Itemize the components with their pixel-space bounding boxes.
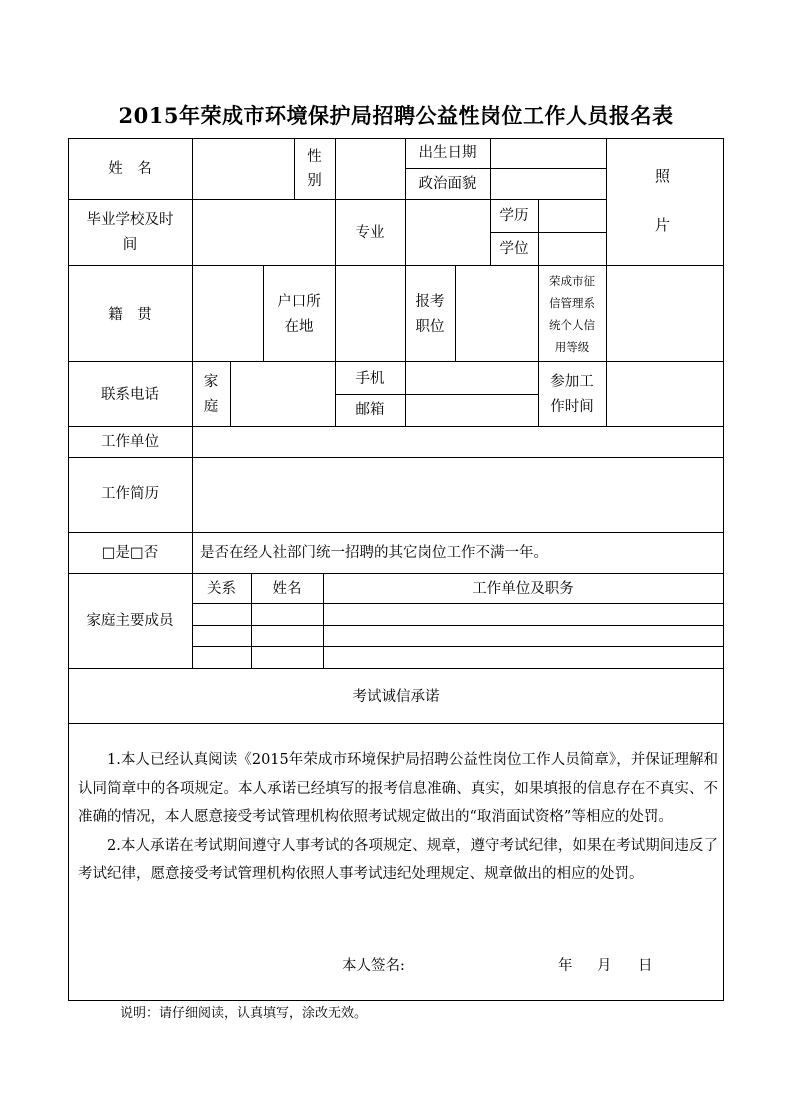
label-position-2: 职位 xyxy=(415,319,445,335)
col-member-job: 工作单位及职务 xyxy=(472,581,574,597)
signature-label: 本人签名: xyxy=(342,958,405,974)
label-credit-1: 荣成市征 xyxy=(549,274,595,288)
form-title: 2015年荣成市环境保护局招聘公益性岗位工作人员报名表 xyxy=(118,103,674,128)
footer-note: 说明：请仔细阅读，认真填写，涂改无效。 xyxy=(120,1006,368,1021)
label-email: 邮箱 xyxy=(355,402,385,418)
label-employer: 工作单位 xyxy=(101,434,159,450)
label-work-time-2: 作时间 xyxy=(550,399,594,415)
col-relation: 关系 xyxy=(207,581,236,597)
label-major: 专业 xyxy=(355,225,385,241)
label-credit-2: 信管理系 xyxy=(549,296,595,310)
label-hukou-1: 户口所 xyxy=(277,294,321,310)
pledge-body xyxy=(78,746,718,889)
yes-no-checkboxes[interactable]: □是□否 xyxy=(101,545,159,561)
pledge-title: 考试诚信承诺 xyxy=(352,689,440,705)
label-gender-2: 别 xyxy=(307,173,322,189)
label-home-2: 庭 xyxy=(203,399,219,415)
label-hukou-2: 在地 xyxy=(284,319,314,335)
label-political: 政治面貌 xyxy=(418,176,477,192)
photo-placeholder: 照片 xyxy=(653,168,671,266)
label-school-1: 毕业学校及时 xyxy=(86,212,174,228)
col-member-name: 姓名 xyxy=(272,581,302,597)
label-position-1: 报考 xyxy=(415,294,445,310)
label-native: 籍 贯 xyxy=(108,307,152,323)
label-birth-date: 出生日期 xyxy=(418,145,477,161)
date-year-label: 年 xyxy=(558,958,573,974)
label-work-time-1: 参加工 xyxy=(550,374,594,390)
date-day-label: 日 xyxy=(638,958,653,974)
pledge-paragraph-2: 2.本人承诺在考试期间遵守人事考试的各项规定、规章，遵守考试纪律，如果在考试期间违反了考试纪律，愿意接受考试管理机构依照人事考试违纪处理规定、规章做出的相应的处罚。 xyxy=(78,837,718,882)
yes-no-question: 是否在经人社部门统一招聘的其它岗位工作不满一年。 xyxy=(200,545,548,561)
label-degree: 学位 xyxy=(499,241,529,257)
label-phone: 联系电话 xyxy=(101,387,159,403)
label-mobile: 手机 xyxy=(355,371,385,387)
label-credit-3: 统个人信 xyxy=(549,318,595,332)
label-resume: 工作简历 xyxy=(101,486,159,502)
label-family: 家庭主要成员 xyxy=(86,613,174,629)
label-name: 姓 名 xyxy=(108,161,152,177)
label-education: 学历 xyxy=(499,208,529,224)
label-home-1: 家 xyxy=(203,374,219,390)
label-school-2: 间 xyxy=(122,237,138,253)
date-month-label: 月 xyxy=(597,958,612,974)
label-credit-4: 用等级 xyxy=(554,340,590,354)
pledge-paragraph-1: 1.本人已经认真阅读《2015年荣成市环境保护局招聘公益性岗位工作人员简章》，并保证理解和认同简章中的各项规定。本人承诺已经填写的报考信息准确、真实，如果填报的信息存在不真实、不准确的情况，本人愿意接受考试管理机构依照考试规定做出的“取消面试资格”等相应的处罚。 xyxy=(78,752,718,825)
label-gender-1: 性 xyxy=(307,149,322,165)
